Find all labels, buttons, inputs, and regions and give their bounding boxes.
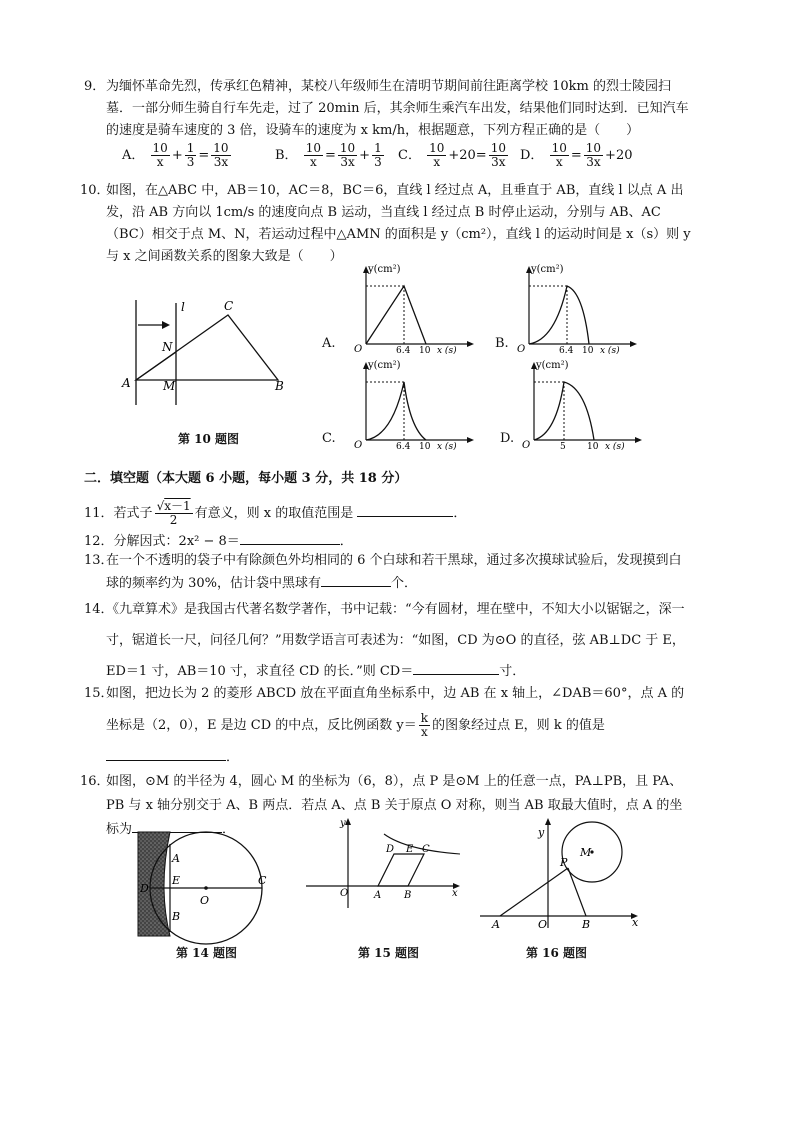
arrow-icon	[162, 321, 170, 329]
fraction-k-over-x: $\frac{k}{x}$	[420, 711, 429, 739]
q16-end: ．	[222, 822, 236, 837]
question-9	[84, 76, 692, 142]
graph-a	[352, 262, 482, 354]
graph-b-label: B.	[495, 336, 509, 351]
label-y: y	[538, 826, 545, 839]
label-x: x	[452, 888, 458, 899]
q9-option-d: D． $\frac{10}{x}$ = $\frac{10}{3x}$ +20	[520, 141, 633, 169]
label-l: l	[181, 300, 185, 314]
origin-label: O	[522, 440, 531, 450]
label-d: D	[386, 844, 395, 855]
question-13-number: 13．	[84, 553, 114, 568]
radicand: x－1	[164, 499, 191, 513]
question-12-number: 12．	[84, 534, 114, 549]
label-n: N	[162, 340, 173, 354]
fraction: $\frac{10}{3x}$	[490, 141, 506, 169]
option-label: D．	[520, 148, 544, 163]
q11-pre: 若式子	[113, 506, 153, 521]
q11-answer-blank[interactable]	[357, 502, 453, 517]
denominator: 2	[169, 513, 178, 527]
label-m: M	[580, 846, 592, 859]
label-b: B	[582, 918, 591, 931]
q14-end: 寸．	[499, 664, 526, 679]
fraction: $\frac{1}{3}$	[374, 141, 382, 169]
x-label: x (s)	[437, 346, 457, 354]
origin-label: O	[354, 344, 363, 354]
option-label: C．	[398, 148, 421, 163]
label-p: P	[560, 856, 568, 869]
graph-c-label: C.	[322, 431, 336, 446]
q15-text: 如图，把边长为 2 的菱形 ABCD 放在平面直角坐标系中，边 AB 在 x 轴上，∠DAB＝60°，点 A 的坐标是（2，0），E 是边 CD 的中点，反比例函数 y＝	[106, 686, 685, 733]
q14-answer-blank[interactable]	[413, 660, 499, 675]
figure-16-caption: 第 16 题图	[526, 946, 588, 960]
question-14-number: 14．	[84, 602, 114, 617]
tick1: 5	[560, 442, 566, 450]
q13-answer-blank[interactable]	[321, 572, 391, 587]
figure-14-caption: 第 14 题图	[176, 946, 238, 960]
question-10-number: 10．	[80, 183, 110, 198]
label-c: C	[422, 844, 430, 855]
x-arrow-icon	[467, 341, 474, 347]
figure-15	[300, 812, 470, 912]
label-y: y	[340, 818, 346, 829]
question-16-number: 16．	[80, 774, 110, 789]
label-a: A	[122, 376, 131, 390]
curve	[529, 286, 589, 344]
fraction: $\frac{10}{3x}$	[339, 141, 356, 169]
figure-16	[476, 812, 646, 932]
fraction: $\frac{10}{x}$	[152, 141, 168, 169]
label-o: O	[340, 888, 349, 899]
option-label: A．	[122, 148, 145, 163]
label-x: x	[632, 916, 639, 929]
sqrt-icon: √	[156, 499, 165, 513]
rhombus-abcd	[378, 854, 424, 886]
question-11-number: 11．	[84, 506, 114, 521]
x-label: x (s)	[600, 346, 620, 354]
center-dot	[204, 886, 208, 890]
figure-14	[130, 826, 290, 946]
curve	[366, 286, 426, 344]
label-d: D	[140, 882, 149, 895]
q14-text: 《九章算术》是我国古代著名数学著作，书中记载：“今有圆材，埋在壁中，不知大小以锯锯之，深一寸，锯道长一尺，问径几何？”用数学语言可表述为：“如图，CD 为⊙O 的直径，弦 AB⊥DC 于 E，ED＝1 寸，AB＝10 寸，求直径 CD 的长．”则 CD＝	[106, 602, 685, 679]
origin-label: O	[354, 440, 363, 450]
q9-option-c: C． $\frac{10}{x}$ +20= $\frac{10}{3x}$	[398, 141, 506, 169]
x-label: x (s)	[437, 442, 457, 450]
figure-10-caption: 第 10 题图	[178, 432, 240, 446]
sqrt-fraction	[155, 500, 193, 527]
fraction: $\frac{10}{3x}$	[585, 141, 602, 169]
label-a: A	[172, 852, 180, 865]
question-11	[84, 500, 466, 527]
segment-pa	[500, 868, 568, 916]
x-label: x (s)	[605, 442, 625, 450]
label-e: E	[406, 844, 414, 855]
question-15-number: 15．	[84, 686, 114, 701]
y-label: y(cm²)	[368, 360, 401, 371]
fraction: $\frac{10}{3x}$	[213, 141, 229, 169]
q9-option-b: B． $\frac{10}{x}$ = $\frac{10}{3x}$ + $\frac{1}{3}$	[275, 141, 382, 169]
graph-c	[352, 358, 482, 450]
q12-end: ．	[339, 534, 353, 549]
q13-end: 个．	[391, 576, 418, 591]
question-9-text: 为缅怀革命先烈，传承红色精神，某校八年级师生在清明节期间前往距离学校 10km 的烈士陵园扫墓．一部分师生骑自行车先走，过了 20min 后，其余师生乘汽车出发，结果他们同时达到．已知汽车的速度是骑车速度的 3 倍，设骑车的速度为 x km/h，根据题意，下列方程正确的是（ ）	[106, 79, 689, 138]
y-arrow-icon	[545, 818, 551, 825]
y-label: y(cm²)	[536, 360, 569, 371]
x-arrow-icon	[467, 437, 474, 443]
question-14	[84, 594, 692, 687]
question-9-number: 9．	[84, 79, 106, 94]
q9-option-a: A． $\frac{10}{x}$ + $\frac{1}{3}$ = $\frac{10}{3x}$	[122, 141, 229, 169]
x-arrow-icon	[635, 437, 642, 443]
y-arrow-icon	[345, 818, 351, 825]
tick2: 10	[582, 346, 594, 354]
y-label: y(cm²)	[531, 264, 564, 275]
figure-15-caption: 第 15 题图	[358, 946, 420, 960]
question-10-text: 如图，在△ABC 中，AB＝10，AC＝8，BC＝6，直线 l 经过点 A，且垂直于 AB，直线 l 以点 A 出发，沿 AB 方向以 1cm/s 的速度向点 B 运动，当直线 l 经过点 B 时停止运动，分别与 AB、AC（BC）相交于点 M、N，若运动过程中△AMN 的面积是 y（cm²），直线 l 的运动时间是 x（s）则 y 与 x 之间函数关系的图象大致是（ ）	[106, 183, 691, 264]
fraction: $\frac{10}{x}$	[305, 141, 321, 169]
label-o: O	[200, 894, 210, 907]
label-b: B	[404, 890, 412, 901]
segment-an	[136, 352, 176, 380]
label-o: O	[538, 918, 548, 931]
label-a: A	[492, 918, 500, 931]
label-e: E	[172, 874, 181, 887]
question-15	[84, 678, 692, 774]
tick1: 6.4	[396, 346, 411, 354]
graph-d-label: D.	[500, 431, 515, 446]
label-m: M	[163, 379, 176, 393]
q11-post: 有意义，则 x 的取值范围是	[194, 506, 354, 521]
q16-text: 如图，⊙M 的半径为 4，圆心 M 的坐标为（6，8），点 P 是⊙M 上的任意一点，PA⊥PB，且 PA、PB 与 x 轴分别交于 A、B 两点．若点 A、点 B 关于原点 O 对称，则当 AB 取最大值时，点 A 的坐标为	[106, 774, 683, 837]
figure-10-triangle	[118, 295, 298, 415]
label-c: C	[258, 874, 267, 887]
label-c: C	[224, 299, 234, 313]
q15-text2: 的图象经过点 E，则 k 的值是	[432, 718, 605, 733]
graph-b	[515, 262, 645, 354]
origin-label: O	[517, 344, 526, 354]
option-label: B．	[275, 148, 298, 163]
tick2: 10	[419, 346, 431, 354]
q11-end: ．	[453, 506, 467, 521]
question-10	[80, 180, 692, 268]
question-13	[84, 550, 692, 595]
q13-text: 在一个不透明的袋子中有除颜色外均相同的 6 个白球和若干黑球，通过多次摸球试验后，发现摸到白球的频率约为 30%，估计袋中黑球有	[106, 553, 682, 591]
label-b: B	[275, 379, 284, 393]
tick2: 10	[587, 442, 599, 450]
question-12	[84, 530, 353, 551]
q15-end: ．	[226, 750, 240, 765]
q12-text: 分解因式：2x² − 8＝	[113, 534, 240, 549]
x-arrow-icon	[630, 341, 637, 347]
label-a: A	[374, 890, 382, 901]
curve	[366, 382, 426, 440]
tick2: 10	[419, 442, 431, 450]
section-2-title: 二．填空题（本大题 6 小题，每小题 3 分，共 18 分）	[84, 471, 408, 486]
tick1: 6.4	[396, 442, 411, 450]
q12-answer-blank[interactable]	[240, 530, 340, 545]
fraction: $\frac{1}{3}$	[186, 141, 195, 169]
q15-answer-blank[interactable]	[106, 746, 226, 761]
fraction: $\frac{10}{x}$	[429, 141, 445, 169]
label-b: B	[172, 910, 181, 923]
segment-pb	[568, 868, 586, 916]
y-label: y(cm²)	[368, 264, 401, 275]
fraction: $\frac{10}{x}$	[551, 141, 567, 169]
graph-a-label: A.	[322, 336, 336, 351]
graph-d	[520, 358, 650, 450]
tick1: 6.4	[559, 346, 574, 354]
